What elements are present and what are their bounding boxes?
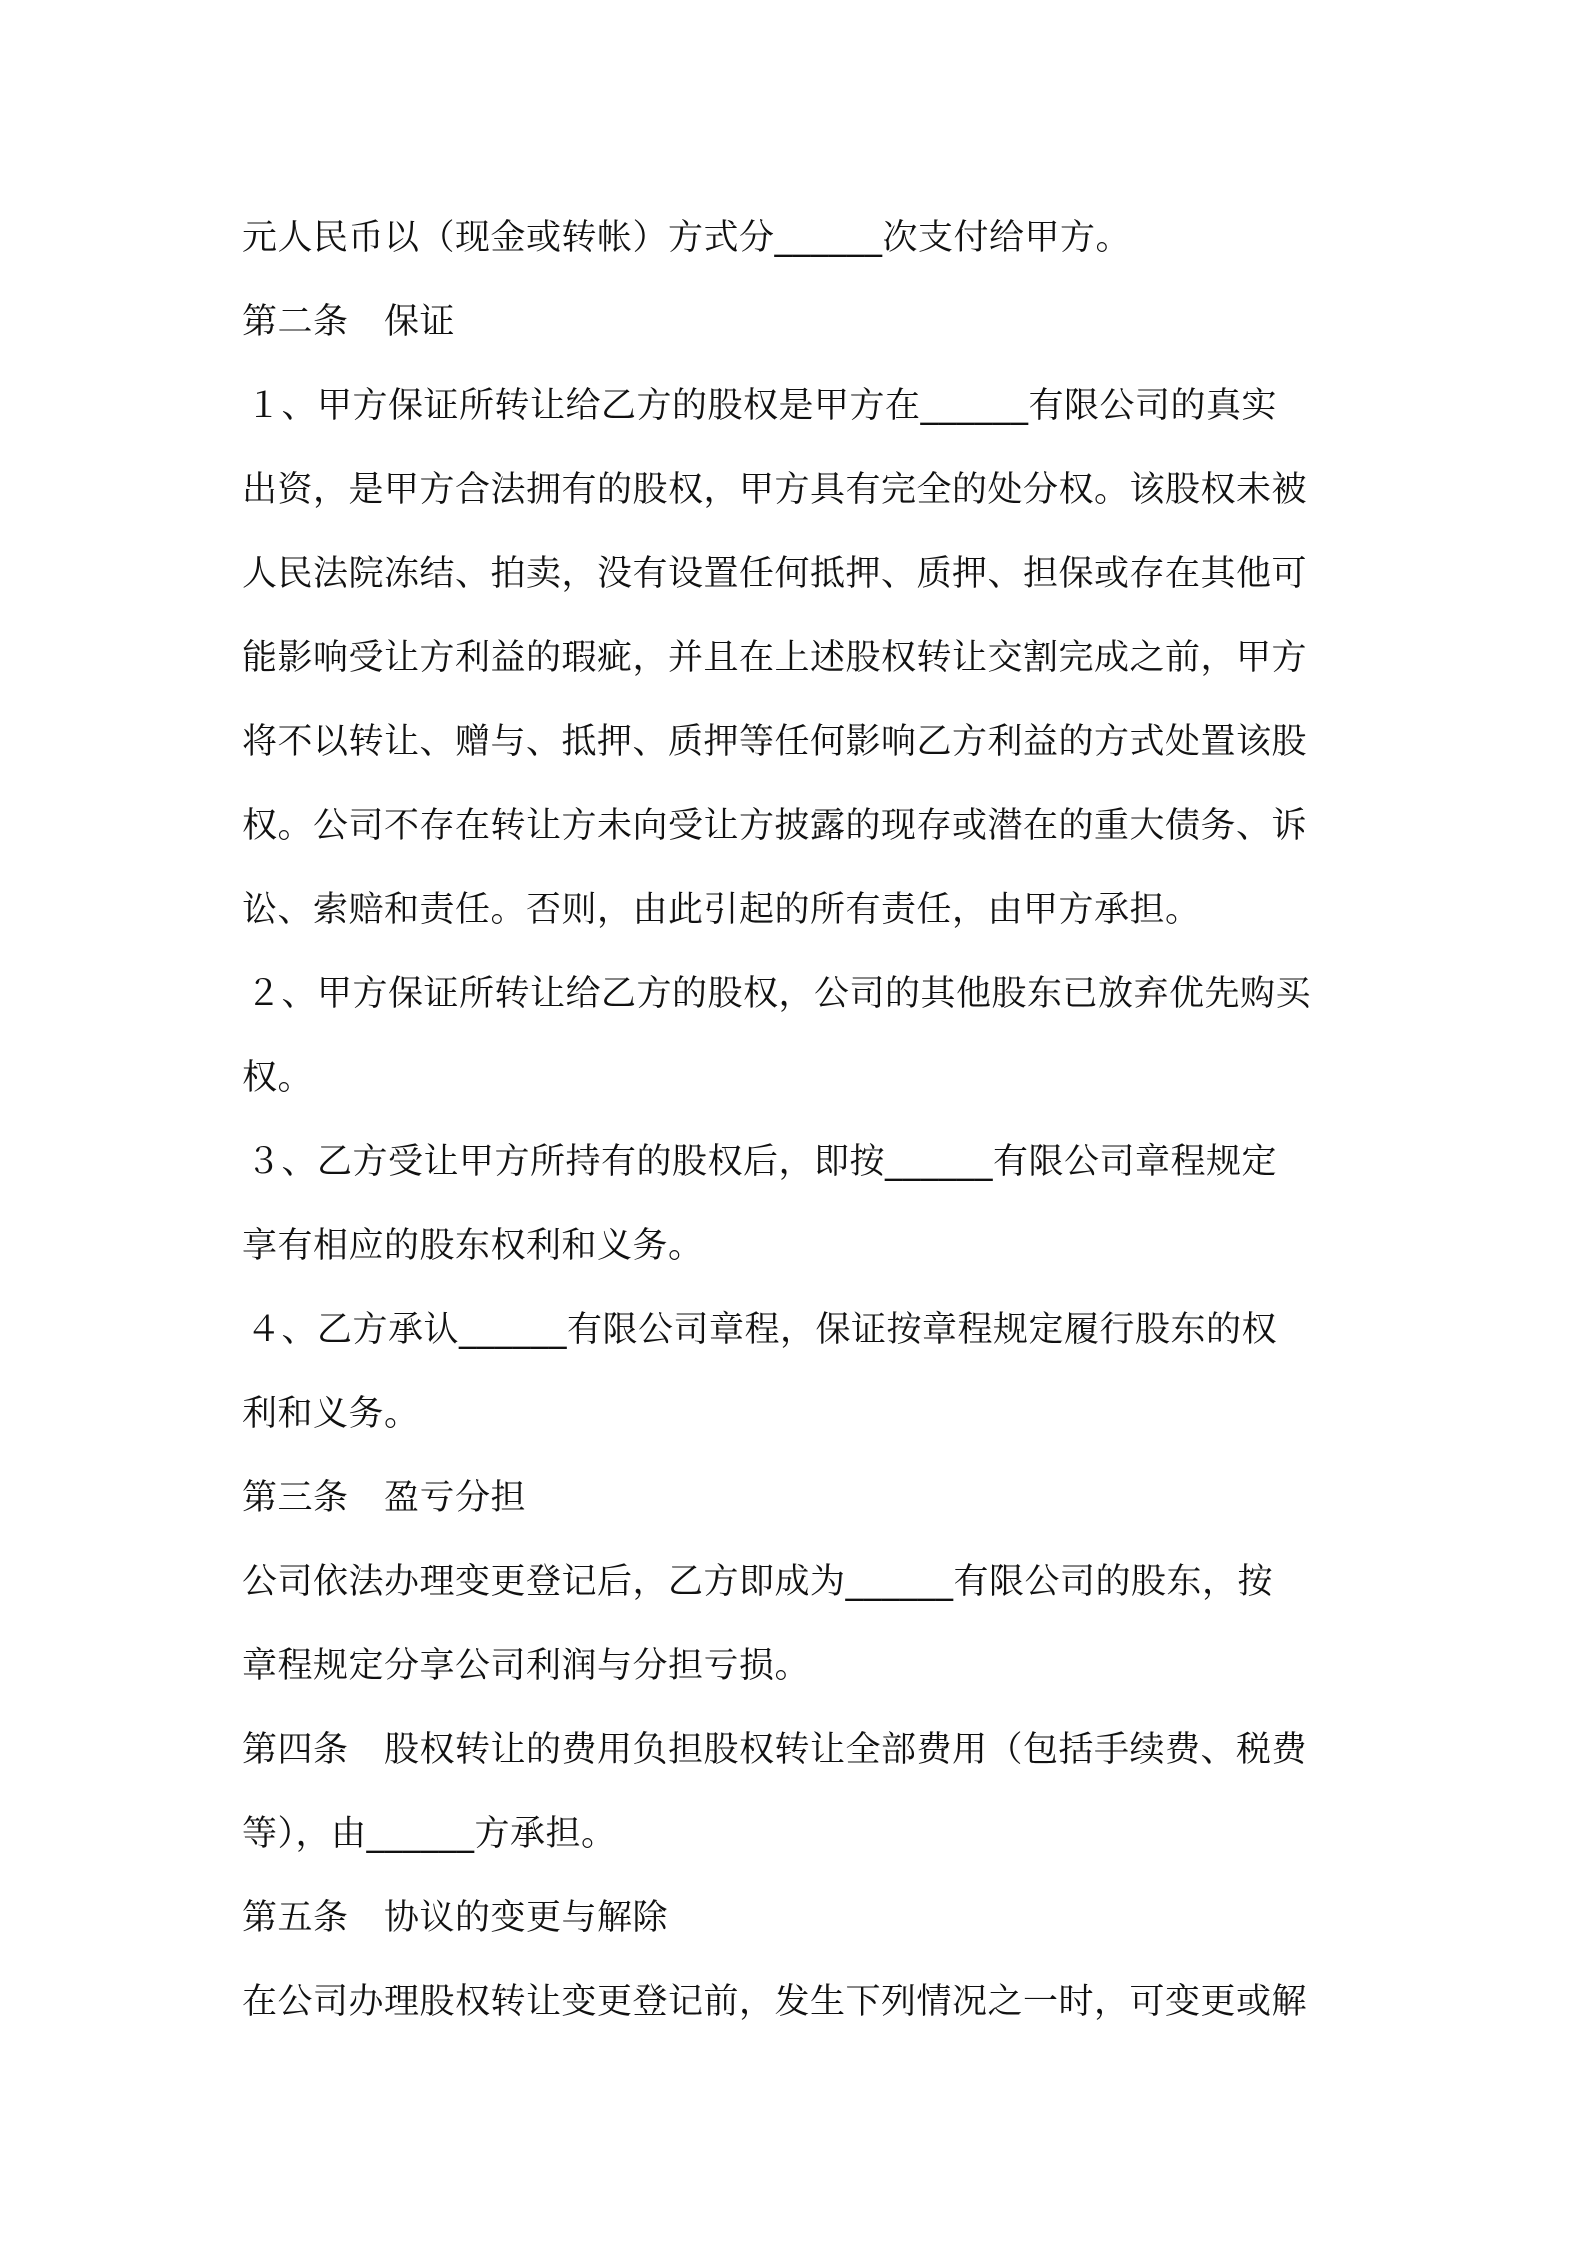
paragraph-line: 人民法院冻结、拍卖，没有设置任何抵押、质押、担保或存在其他可 [242, 554, 1308, 594]
paragraph-line: 能影响受让方利益的瑕疵，并且在上述股权转让交割完成之前，甲方 [242, 638, 1308, 678]
paragraph-line: ３、乙方受让甲方所持有的股权后，即按______有限公司章程规定 [246, 1142, 1278, 1182]
article-heading-4: 第四条 股权转让的费用负担股权转让全部费用（包括手续费、税费 [242, 1730, 1308, 1770]
paragraph-line: １、甲方保证所转让给乙方的股权是甲方在______有限公司的真实 [246, 386, 1278, 426]
article-heading-5: 第五条 协议的变更与解除 [242, 1898, 669, 1938]
article-heading-3: 第三条 盈亏分担 [242, 1478, 527, 1518]
paragraph-line: ４、乙方承认______有限公司章程，保证按章程规定履行股东的权 [246, 1310, 1278, 1350]
paragraph-line: 享有相应的股东权利和义务。 [242, 1226, 704, 1266]
paragraph-line: 讼、索赔和责任。否则，由此引起的所有责任，由甲方承担。 [242, 890, 1201, 930]
paragraph-line: 权。公司不存在转让方未向受让方披露的现存或潜在的重大债务、诉 [242, 806, 1308, 846]
paragraph-line: 出资，是甲方合法拥有的股权，甲方具有完全的处分权。该股权未被 [242, 470, 1308, 510]
document-body [242, 196, 1362, 2044]
paragraph-line: 将不以转让、赠与、抵押、质押等任何影响乙方利益的方式处置该股 [242, 722, 1308, 762]
paragraph-line: 元人民币以（现金或转帐）方式分______次支付给甲方。 [242, 218, 1132, 258]
paragraph-line: 公司依法办理变更登记后，乙方即成为______有限公司的股东，按 [242, 1562, 1274, 1602]
paragraph-line: 权。 [242, 1058, 314, 1098]
paragraph-line: 等），由______方承担。 [242, 1814, 617, 1854]
paragraph-line: 在公司办理股权转让变更登记前，发生下列情况之一时，可变更或解 [242, 1982, 1308, 2022]
paragraph-line: ２、甲方保证所转让给乙方的股权，公司的其他股东已放弃优先购买 [246, 974, 1312, 1014]
paragraph-line: 章程规定分享公司利润与分担亏损。 [242, 1646, 811, 1686]
article-heading-2: 第二条 保证 [242, 302, 456, 342]
paragraph-line: 利和义务。 [242, 1394, 420, 1434]
